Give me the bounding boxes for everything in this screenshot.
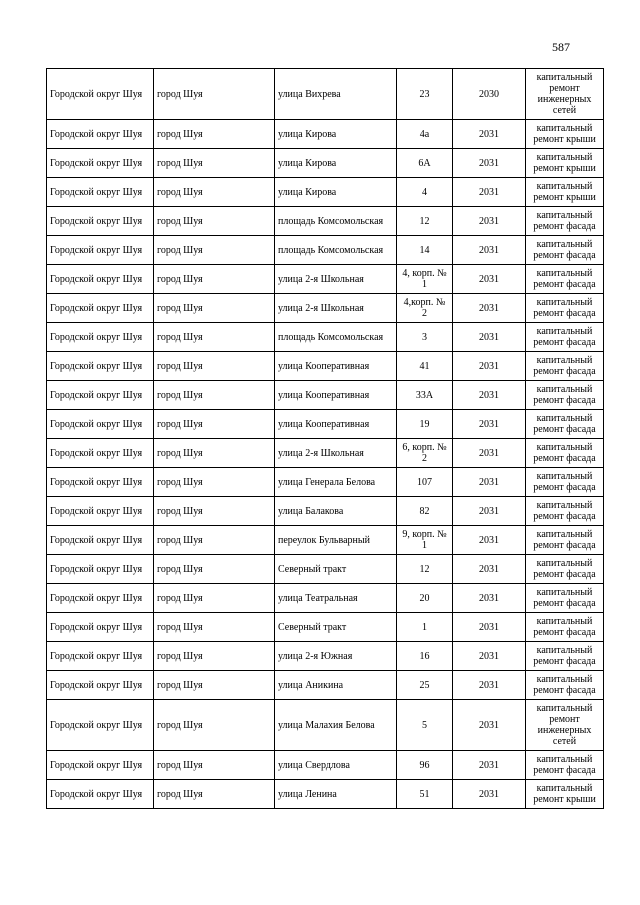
house-number-cell: 33А (397, 381, 453, 410)
table-row (47, 613, 604, 642)
city-cell: город Шуя (154, 526, 275, 555)
year-cell: 2031 (453, 410, 526, 439)
city-cell: город Шуя (154, 120, 275, 149)
work-type-cell: капитальный ремонт фасада (526, 294, 604, 323)
okrug-cell: Городской округ Шуя (47, 751, 154, 780)
work-type-cell: капитальный ремонт крыши (526, 120, 604, 149)
okrug-cell: Городской округ Шуя (47, 178, 154, 207)
table-row (47, 410, 604, 439)
table-row (47, 236, 604, 265)
year-cell: 2031 (453, 439, 526, 468)
okrug-cell: Городской округ Шуя (47, 236, 154, 265)
city-cell: город Шуя (154, 671, 275, 700)
work-type-cell: капитальный ремонт фасада (526, 555, 604, 584)
year-cell: 2031 (453, 265, 526, 294)
house-number-cell: 41 (397, 352, 453, 381)
work-type-cell: капитальный ремонт инженерных сетей (526, 69, 604, 120)
city-cell: город Шуя (154, 584, 275, 613)
page-number: 587 (552, 40, 570, 54)
street-cell: улица 2-я Школьная (275, 294, 397, 323)
okrug-cell: Городской округ Шуя (47, 671, 154, 700)
table-row (47, 780, 604, 809)
city-cell: город Шуя (154, 149, 275, 178)
street-cell: улица Кооперативная (275, 381, 397, 410)
table-row (47, 671, 604, 700)
street-cell: площадь Комсомольская (275, 323, 397, 352)
city-cell: город Шуя (154, 236, 275, 265)
year-cell: 2031 (453, 178, 526, 207)
street-cell: улица Ленина (275, 780, 397, 809)
table-row (47, 120, 604, 149)
house-number-cell: 1 (397, 613, 453, 642)
house-number-cell: 6, корп. № 2 (397, 439, 453, 468)
work-type-cell: капитальный ремонт крыши (526, 780, 604, 809)
table-body (47, 69, 604, 809)
street-cell: улица Вихрева (275, 69, 397, 120)
house-number-cell: 9, корп. № 1 (397, 526, 453, 555)
work-type-cell: капитальный ремонт фасада (526, 751, 604, 780)
street-cell: площадь Комсомольская (275, 236, 397, 265)
city-cell: город Шуя (154, 294, 275, 323)
table-row (47, 439, 604, 468)
house-number-cell: 16 (397, 642, 453, 671)
work-type-cell: капитальный ремонт фасада (526, 497, 604, 526)
house-number-cell: 4 (397, 178, 453, 207)
okrug-cell: Городской округ Шуя (47, 613, 154, 642)
table-row (47, 526, 604, 555)
street-cell: площадь Комсомольская (275, 207, 397, 236)
street-cell: улица Балакова (275, 497, 397, 526)
house-number-cell: 19 (397, 410, 453, 439)
okrug-cell: Городской округ Шуя (47, 410, 154, 439)
table-row (47, 642, 604, 671)
okrug-cell: Городской округ Шуя (47, 69, 154, 120)
street-cell: улица 2-я Южная (275, 642, 397, 671)
work-type-cell: капитальный ремонт крыши (526, 149, 604, 178)
okrug-cell: Городской округ Шуя (47, 207, 154, 236)
okrug-cell: Городской округ Шуя (47, 439, 154, 468)
city-cell: город Шуя (154, 323, 275, 352)
year-cell: 2031 (453, 751, 526, 780)
okrug-cell: Городской округ Шуя (47, 381, 154, 410)
city-cell: город Шуя (154, 780, 275, 809)
year-cell: 2031 (453, 526, 526, 555)
street-cell: улица 2-я Школьная (275, 439, 397, 468)
city-cell: город Шуя (154, 178, 275, 207)
okrug-cell: Городской округ Шуя (47, 780, 154, 809)
table-row (47, 294, 604, 323)
city-cell: город Шуя (154, 69, 275, 120)
work-type-cell: капитальный ремонт фасада (526, 613, 604, 642)
work-type-cell: капитальный ремонт фасада (526, 265, 604, 294)
table-row (47, 323, 604, 352)
year-cell: 2031 (453, 671, 526, 700)
table-row (47, 149, 604, 178)
house-number-cell: 12 (397, 555, 453, 584)
house-number-cell: 6А (397, 149, 453, 178)
year-cell: 2031 (453, 236, 526, 265)
okrug-cell: Городской округ Шуя (47, 497, 154, 526)
city-cell: город Шуя (154, 497, 275, 526)
okrug-cell: Городской округ Шуя (47, 294, 154, 323)
city-cell: город Шуя (154, 555, 275, 584)
okrug-cell: Городской округ Шуя (47, 323, 154, 352)
street-cell: улица Кирова (275, 149, 397, 178)
year-cell: 2031 (453, 700, 526, 751)
house-number-cell: 14 (397, 236, 453, 265)
table-row (47, 265, 604, 294)
work-type-cell: капитальный ремонт фасада (526, 352, 604, 381)
street-cell: переулок Бульварный (275, 526, 397, 555)
work-type-cell: капитальный ремонт фасада (526, 642, 604, 671)
house-number-cell: 107 (397, 468, 453, 497)
street-cell: улица Малахия Белова (275, 700, 397, 751)
table-row (47, 555, 604, 584)
city-cell: город Шуя (154, 265, 275, 294)
year-cell: 2030 (453, 69, 526, 120)
year-cell: 2031 (453, 323, 526, 352)
okrug-cell: Городской округ Шуя (47, 265, 154, 294)
year-cell: 2031 (453, 294, 526, 323)
work-type-cell: капитальный ремонт фасада (526, 207, 604, 236)
house-number-cell: 4, корп. № 1 (397, 265, 453, 294)
table-row (47, 468, 604, 497)
house-number-cell: 20 (397, 584, 453, 613)
city-cell: город Шуя (154, 207, 275, 236)
city-cell: город Шуя (154, 468, 275, 497)
year-cell: 2031 (453, 120, 526, 149)
year-cell: 2031 (453, 780, 526, 809)
street-cell: улица Кирова (275, 178, 397, 207)
year-cell: 2031 (453, 555, 526, 584)
work-type-cell: капитальный ремонт фасада (526, 381, 604, 410)
okrug-cell: Городской округ Шуя (47, 700, 154, 751)
work-type-cell: капитальный ремонт фасада (526, 671, 604, 700)
work-type-cell: капитальный ремонт инженерных сетей (526, 700, 604, 751)
work-type-cell: капитальный ремонт фасада (526, 323, 604, 352)
street-cell: улица Театральная (275, 584, 397, 613)
house-number-cell: 51 (397, 780, 453, 809)
work-type-cell: капитальный ремонт фасада (526, 439, 604, 468)
table-row (47, 381, 604, 410)
city-cell: город Шуя (154, 642, 275, 671)
street-cell: улица Кооперативная (275, 352, 397, 381)
house-number-cell: 96 (397, 751, 453, 780)
table-row (47, 352, 604, 381)
house-number-cell: 82 (397, 497, 453, 526)
city-cell: город Шуя (154, 751, 275, 780)
okrug-cell: Городской округ Шуя (47, 642, 154, 671)
work-type-cell: капитальный ремонт фасада (526, 236, 604, 265)
table-row (47, 584, 604, 613)
table-row (47, 497, 604, 526)
house-number-cell: 5 (397, 700, 453, 751)
city-cell: город Шуя (154, 613, 275, 642)
house-number-cell: 4а (397, 120, 453, 149)
okrug-cell: Городской округ Шуя (47, 584, 154, 613)
city-cell: город Шуя (154, 352, 275, 381)
year-cell: 2031 (453, 584, 526, 613)
table-row (47, 69, 604, 120)
street-cell: улица Свердлова (275, 751, 397, 780)
house-number-cell: 3 (397, 323, 453, 352)
street-cell: улица Кооперативная (275, 410, 397, 439)
city-cell: город Шуя (154, 700, 275, 751)
year-cell: 2031 (453, 497, 526, 526)
work-type-cell: капитальный ремонт фасада (526, 526, 604, 555)
street-cell: улица Кирова (275, 120, 397, 149)
table-row (47, 178, 604, 207)
table-row (47, 207, 604, 236)
street-cell: улица Генерала Белова (275, 468, 397, 497)
year-cell: 2031 (453, 642, 526, 671)
street-cell: Северный тракт (275, 555, 397, 584)
city-cell: город Шуя (154, 410, 275, 439)
okrug-cell: Городской округ Шуя (47, 120, 154, 149)
year-cell: 2031 (453, 468, 526, 497)
year-cell: 2031 (453, 381, 526, 410)
okrug-cell: Городской округ Шуя (47, 149, 154, 178)
table-row (47, 751, 604, 780)
year-cell: 2031 (453, 613, 526, 642)
repair-schedule-table (46, 68, 604, 809)
street-cell: Северный тракт (275, 613, 397, 642)
house-number-cell: 25 (397, 671, 453, 700)
okrug-cell: Городской округ Шуя (47, 526, 154, 555)
house-number-cell: 12 (397, 207, 453, 236)
work-type-cell: капитальный ремонт фасада (526, 584, 604, 613)
table-row (47, 700, 604, 751)
work-type-cell: капитальный ремонт фасада (526, 410, 604, 439)
year-cell: 2031 (453, 352, 526, 381)
okrug-cell: Городской округ Шуя (47, 352, 154, 381)
street-cell: улица Аникина (275, 671, 397, 700)
okrug-cell: Городской округ Шуя (47, 555, 154, 584)
street-cell: улица 2-я Школьная (275, 265, 397, 294)
city-cell: город Шуя (154, 381, 275, 410)
house-number-cell: 4,корп. № 2 (397, 294, 453, 323)
work-type-cell: капитальный ремонт крыши (526, 178, 604, 207)
house-number-cell: 23 (397, 69, 453, 120)
work-type-cell: капитальный ремонт фасада (526, 468, 604, 497)
okrug-cell: Городской округ Шуя (47, 468, 154, 497)
year-cell: 2031 (453, 207, 526, 236)
city-cell: город Шуя (154, 439, 275, 468)
year-cell: 2031 (453, 149, 526, 178)
